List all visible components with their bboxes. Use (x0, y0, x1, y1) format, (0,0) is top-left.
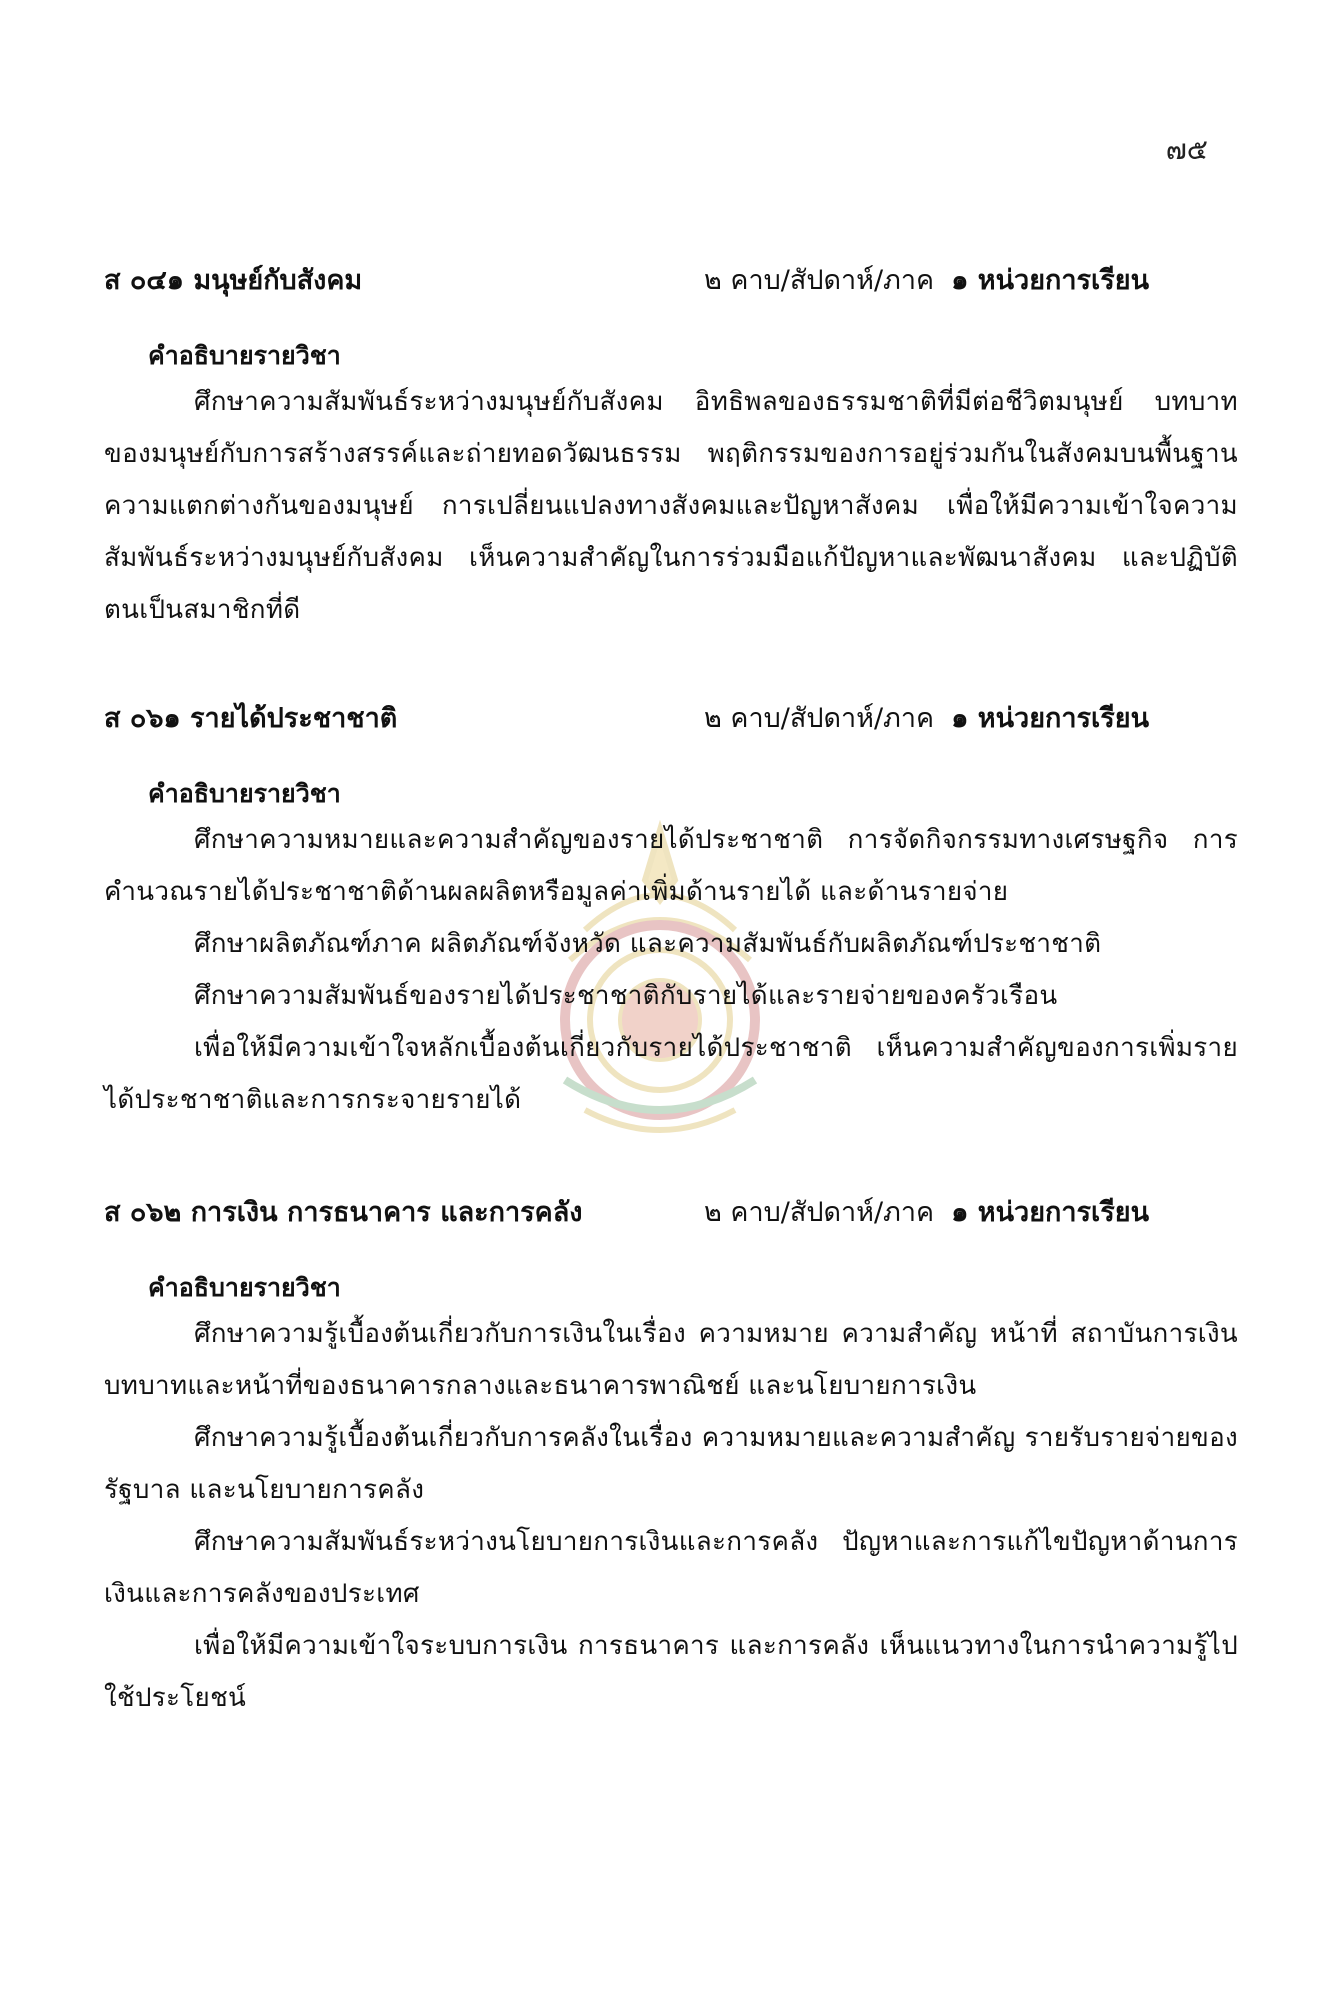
course-title: ส ๐๖๒ การเงิน การธนาคาร และการคลัง (104, 1197, 583, 1228)
course-periods: ๒ คาบ/สัปดาห์/ภาค (704, 265, 935, 296)
course-section (104, 1190, 1238, 1724)
description-paragraph: ศึกษาความสัมพันธ์ระหว่างนโยบายการเงินและการคลัง ปัญหาและการแก้ไขปัญหาด้านการเงินและการคลังของประเทศ (104, 1527, 1238, 1609)
description-paragraph: ศึกษาความรู้เบื้องต้นเกี่ยวกับการคลังในเรื่อง ความหมายและความสำคัญ รายรับรายจ่ายของรัฐบาล และนโยบายการคลัง (104, 1423, 1238, 1505)
course-header (104, 258, 1238, 308)
description-heading: คำอธิบายรายวิชา (148, 779, 341, 808)
description-paragraph: เพื่อให้มีความเข้าใจระบบการเงิน การธนาคาร และการคลัง เห็นแนวทางในการนำความรู้ไปใช้ประโยชน์ (104, 1631, 1238, 1713)
course-section (104, 258, 1238, 636)
course-load (704, 1190, 1149, 1233)
description-paragraph: ศึกษาความสัมพันธ์ของรายได้ประชาชาติกับรายได้และรายจ่ายของครัวเรือน (194, 981, 1058, 1011)
course-credit: ๑ หน่วยการเรียน (951, 265, 1150, 296)
description-paragraph: ศึกษาผลิตภัณฑ์ภาค ผลิตภัณฑ์จังหวัด และความสัมพันธ์กับผลิตภัณฑ์ประชาชาติ (194, 929, 1102, 959)
description-paragraph: เพื่อให้มีความเข้าใจหลักเบื้องต้นเกี่ยวกับรายได้ประชาชาติ เห็นความสำคัญของการเพิ่มรายได้ประชาชาติและการกระจายรายได้ (104, 1033, 1238, 1115)
course-periods: ๒ คาบ/สัปดาห์/ภาค (704, 1197, 935, 1228)
course-periods: ๒ คาบ/สัปดาห์/ภาค (704, 703, 935, 734)
course-load (704, 696, 1149, 739)
description-paragraph: ศึกษาความรู้เบื้องต้นเกี่ยวกับการเงินในเรื่อง ความหมาย ความสำคัญ หน้าที่ สถาบันการเงิน บทบาทและหน้าที่ของธนาคารกลางและธนาคารพาณิชย์ และนโยบายการเงิน (104, 1319, 1238, 1401)
page-number: ๗๕ (1165, 133, 1208, 166)
course-title: ส ๐๖๑ รายได้ประชาชาติ (104, 703, 398, 734)
description-heading: คำอธิบายรายวิชา (148, 341, 341, 370)
course-title: ส ๐๔๑ มนุษย์กับสังคม (104, 265, 363, 296)
description-paragraph: ศึกษาความหมายและความสำคัญของรายได้ประชาชาติ การจัดกิจกรรมทางเศรษฐกิจ การคำนวณรายได้ประชาชาติด้านผลผลิตหรือมูลค่าเพิ่มด้านรายได้ และด้านรายจ่าย (104, 825, 1238, 907)
description-paragraph: ศึกษาความสัมพันธ์ระหว่างมนุษย์กับสังคม อิทธิพลของธรรมชาติที่มีต่อชีวิตมนุษย์ บทบาทของมนุษย์กับการสร้างสรรค์และถ่ายทอดวัฒนธรรม พฤติกรรมของการอยู่ร่วมกันในสังคมบนพื้นฐานความแตกต่างกันของมนุษย์ การเปลี่ยนแปลงทางสังคมและปัญหาสังคม เพื่อให้มีความเข้าใจความสัมพันธ์ระหว่างมนุษย์กับสังคม เห็นความสำคัญในการร่วมมือแก้ปัญหาและพัฒนาสังคม และปฏิบัติตนเป็นสมาชิกที่ดี (104, 387, 1238, 625)
course-credit: ๑ หน่วยการเรียน (951, 703, 1150, 734)
course-section (104, 696, 1238, 1126)
course-header (104, 696, 1238, 746)
description-heading: คำอธิบายรายวิชา (148, 1273, 341, 1302)
course-header (104, 1190, 1238, 1240)
course-load (704, 258, 1149, 301)
course-credit: ๑ หน่วยการเรียน (951, 1197, 1150, 1228)
